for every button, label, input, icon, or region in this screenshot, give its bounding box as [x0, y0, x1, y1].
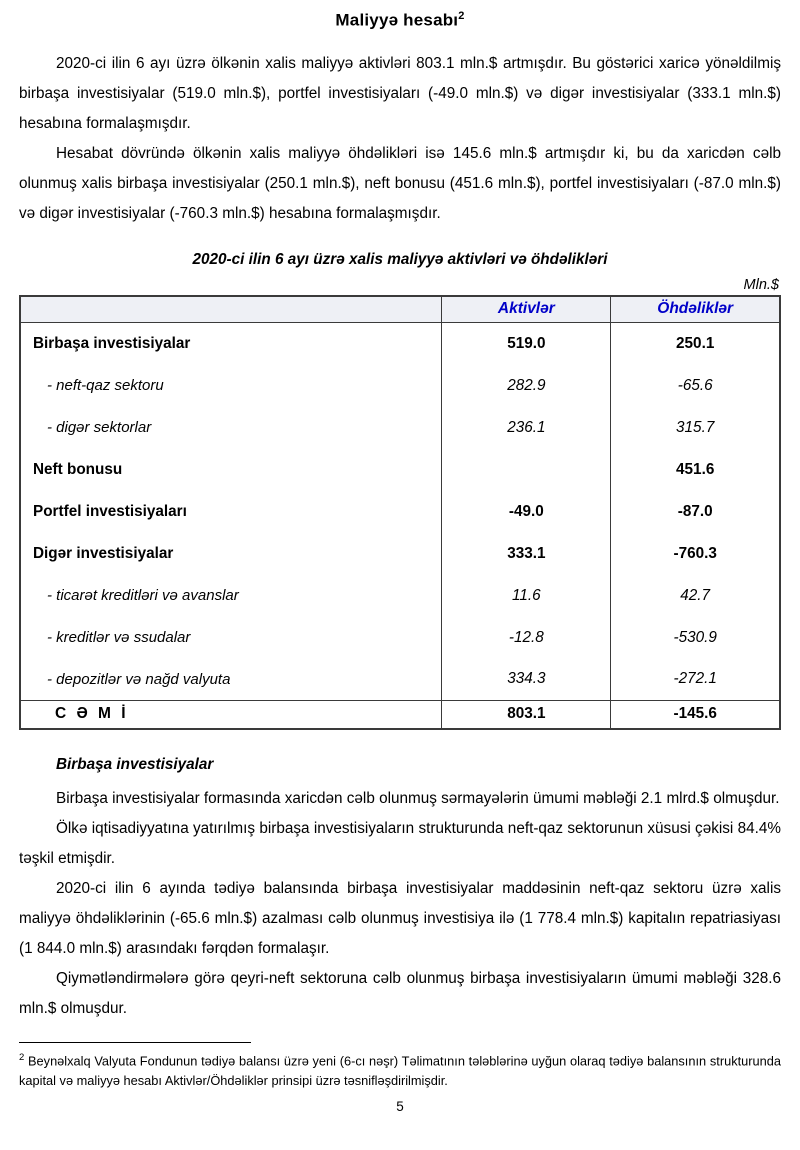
table-row — [20, 449, 780, 491]
section-paragraph-4: Qiymətləndirmələrə görə qeyri-neft sektoruna cəlb olunmuş birbaşa investisiyaların ümumi məbləği 328.6 mln.$ olmuşdur. — [19, 969, 781, 1017]
row-label: Digər investisiyalar — [33, 544, 174, 562]
table-row — [20, 659, 780, 701]
liabilities-value: -272.1 — [611, 659, 780, 701]
liabilities-value: 250.1 — [611, 323, 780, 365]
assets-value: 333.1 — [442, 533, 611, 575]
footnote-text: Beynəlxalq Valyuta Fondunun tədiyə balansı üzrə yeni (6-cı nəşr) Təlimatının tələblərinə uyğun olaraq tədiyə balansının strukturunda kapital və maliyyə hesabı Aktivlər/Öhdəliklər prinsipi üzrə təsnifləşdirilmişdir. — [19, 1052, 781, 1088]
assets-value: 334.3 — [442, 659, 611, 701]
row-label: Birbaşa investisiyalar — [33, 334, 191, 352]
section-paragraph-3: 2020-ci ilin 6 ayında tədiyə balansında birbaşa investisiyalar maddəsinin neft-qaz sektoru üzrə xalis maliyyə öhdəliklərinin (-65.6 mln.$) azalması cəlb olunmuş investisiya ilə (1 778.4 mln.$) kapitalın repatriasiyası (1 844.0 mln.$) arasındakı fərqdən formalaşır. — [19, 879, 781, 957]
row-label: - neft-qaz sektoru — [47, 377, 164, 395]
row-label: Portfel investisiyaları — [33, 502, 187, 520]
assets-value — [442, 449, 611, 491]
table-row — [20, 407, 780, 449]
assets-value: 519.0 — [442, 323, 611, 365]
assets-value: 282.9 — [442, 365, 611, 407]
title-footnote-marker: 2 — [458, 10, 465, 22]
liabilities-value: 315.7 — [611, 407, 780, 449]
liabilities-value: -530.9 — [611, 617, 780, 659]
row-label: - digər sektorlar — [47, 419, 152, 437]
row-label: - ticarət kreditləri və avanslar — [47, 587, 239, 605]
section-paragraph-1: Birbaşa investisiyalar formasında xaricdən cəlb olunmuş sərmayələrin ümumi məbləği 2.1 mlrd.$ olmuşdur. — [56, 789, 780, 807]
section-paragraph-2: Ölkə iqtisadiyyatına yatırılmış birbaşa investisiyaların strukturunda neft-qaz sektorunun xüsusi çəkisi 84.4% təşkil etmişdir. — [19, 819, 781, 867]
column-header-assets: Aktivlər — [442, 296, 611, 323]
liabilities-value: -760.3 — [611, 533, 780, 575]
liabilities-value: -87.0 — [611, 491, 780, 533]
table-unit-label: Mln.$ — [743, 276, 779, 293]
row-label: Neft bonusu — [33, 460, 123, 478]
liabilities-value: 451.6 — [611, 449, 780, 491]
table-row — [20, 491, 780, 533]
liabilities-value: -65.6 — [611, 365, 780, 407]
table-row — [20, 617, 780, 659]
column-header-liabilities: Öhdəliklər — [611, 296, 780, 323]
financial-account-table — [19, 295, 781, 730]
intro-paragraph-2: Hesabat dövründə ölkənin xalis maliyyə öhdəlikləri isə 145.6 mln.$ artmışdır ki, bu da xaricdən cəlb olunmuş xalis birbaşa investisiyalar (250.1 mln.$), neft bonusu (451.6 mln.$), portfel investisiyaları (-87.0 mln.$) və digər investisiyalar (-760.3 mln.$) hesabına formalaşmışdır. — [19, 144, 781, 222]
footnote-marker: 2 — [19, 1051, 25, 1063]
footnote-block — [19, 1042, 781, 1091]
assets-value: 236.1 — [442, 407, 611, 449]
table-row — [20, 575, 780, 617]
footnote-divider — [19, 1042, 251, 1043]
table-row — [20, 365, 780, 407]
row-label: - depozitlər və nağd valyuta — [47, 670, 231, 688]
assets-value: 11.6 — [442, 575, 611, 617]
page-title — [19, 10, 781, 31]
footnote — [19, 1048, 781, 1091]
table-row — [20, 323, 780, 365]
total-assets-value: 803.1 — [442, 701, 611, 729]
table-total-row — [20, 701, 780, 729]
liabilities-value: 42.7 — [611, 575, 780, 617]
total-label: C Ə M İ — [20, 701, 442, 729]
row-label: - kreditlər və ssudalar — [47, 629, 191, 647]
table-header-row — [20, 296, 780, 323]
intro-paragraph-1: 2020-ci ilin 6 ayı üzrə ölkənin xalis maliyyə aktivləri 803.1 mln.$ artmışdır. Bu göstərici xaricə yönəldilmiş birbaşa investisiyalar (519.0 mln.$), portfel investisiyaları (-49.0 mln.$) və digər investisiyalar (333.1 mln.$) hesabına formalaşmışdır. — [19, 54, 781, 132]
total-liabilities-value: -145.6 — [611, 701, 780, 729]
assets-value: -49.0 — [442, 491, 611, 533]
section-heading: Birbaşa investisiyalar — [56, 755, 214, 773]
page-title-text: Maliyyə hesabı — [335, 10, 459, 30]
column-header-empty — [20, 296, 442, 323]
table-caption: 2020-ci ilin 6 ayı üzrə xalis maliyyə aktivləri və öhdəlikləri — [192, 250, 608, 268]
assets-value: -12.8 — [442, 617, 611, 659]
table-row — [20, 533, 780, 575]
page-number: 5 — [396, 1098, 404, 1114]
